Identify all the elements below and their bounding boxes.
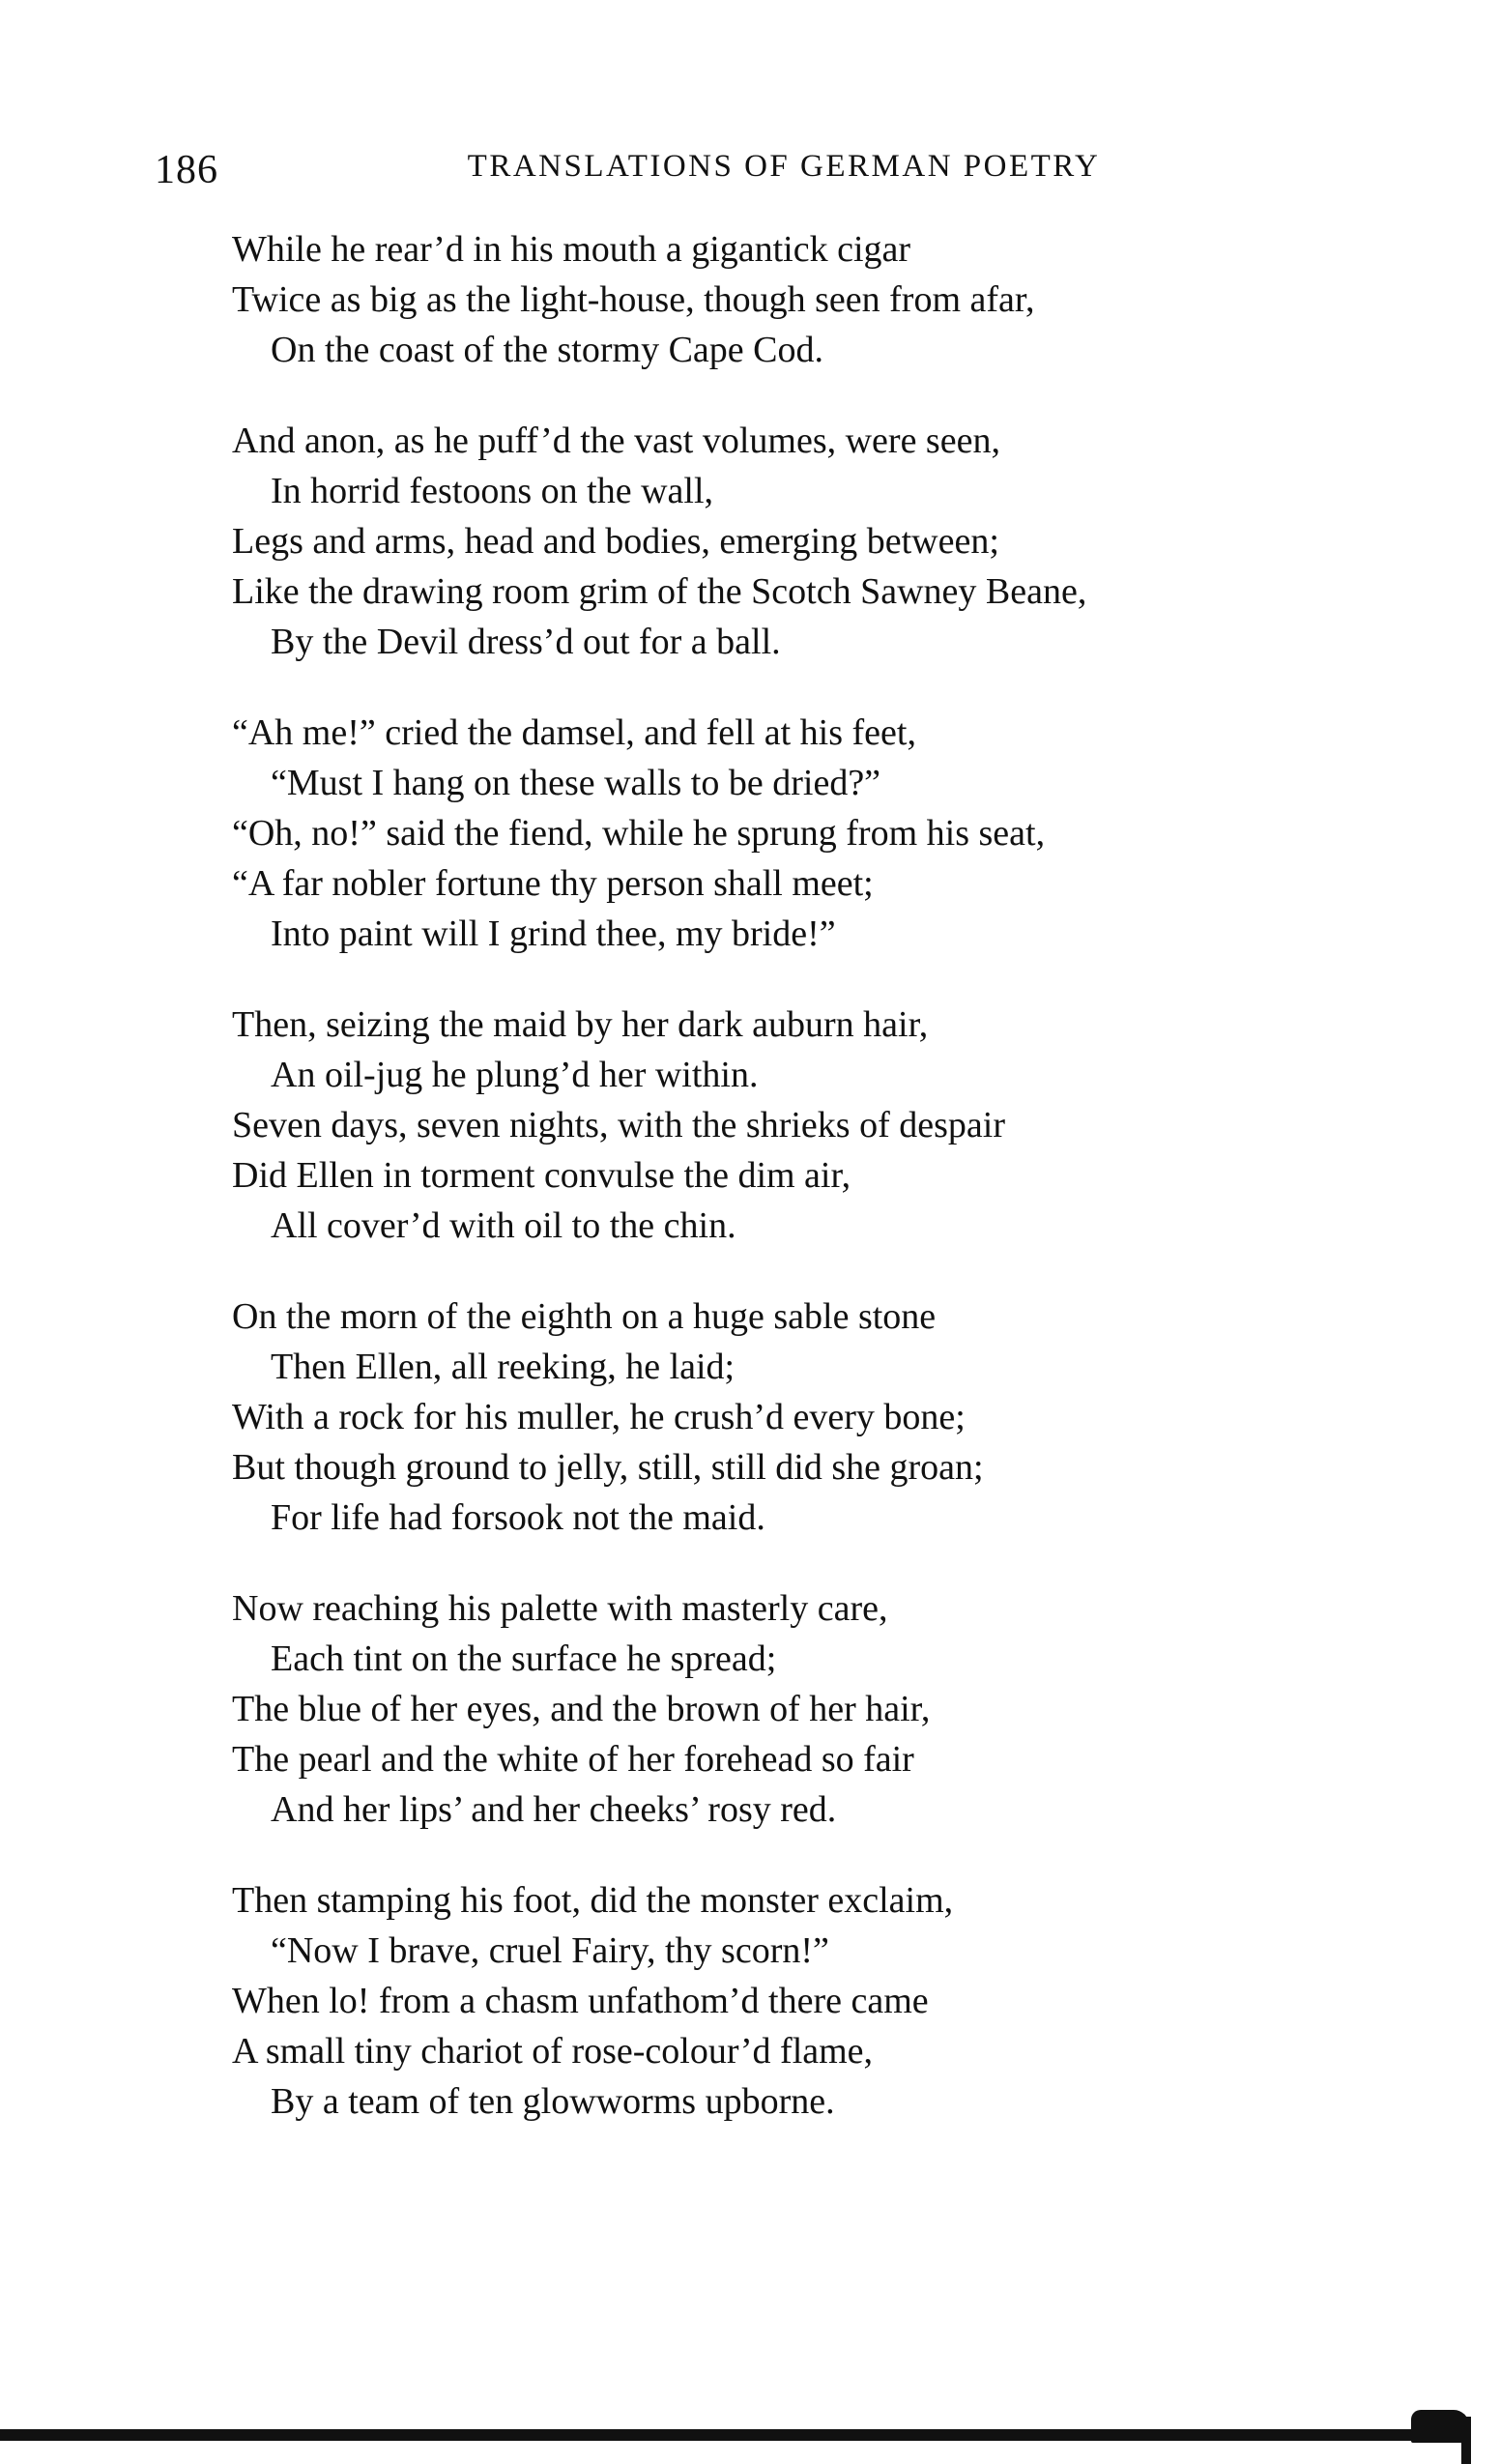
bottom-rule-edge bbox=[1461, 2417, 1471, 2464]
poem-line: “Ah me!” cried the damsel, and fell at his feet, bbox=[232, 712, 916, 754]
poem-line: While he rear’d in his mouth a gigantick cigar bbox=[232, 229, 911, 270]
poem-line: “A far nobler fortune thy person shall meet; bbox=[232, 862, 874, 904]
stanza bbox=[232, 1292, 1343, 1543]
stanza bbox=[232, 1876, 1343, 2127]
stanza bbox=[232, 225, 1343, 375]
poem-line: Now reaching his palette with masterly care, bbox=[232, 1588, 888, 1630]
poem-line: And her lips’ and her cheeks’ rosy red. bbox=[271, 1788, 837, 1830]
poem-line: Into paint will I grind thee, my bride!” bbox=[271, 913, 836, 954]
poem-line: By the Devil dress’d out for a ball. bbox=[271, 621, 781, 662]
poem-line: Did Ellen in torment convulse the dim air, bbox=[232, 1154, 851, 1196]
stanza bbox=[232, 1584, 1343, 1835]
poem-line: “Now I brave, cruel Fairy, thy scorn!” bbox=[271, 1930, 829, 1972]
stanza bbox=[232, 1000, 1343, 1251]
poem-line: Each tint on the surface he spread; bbox=[271, 1638, 777, 1680]
poem-line: Then, seizing the maid by her dark auburn hair, bbox=[232, 1004, 929, 1046]
poem-line: Seven days, seven nights, with the shrieks of despair bbox=[232, 1104, 1005, 1145]
poem-line: On the morn of the eighth on a huge sable stone bbox=[232, 1296, 937, 1338]
poem-line: With a rock for his muller, he crush’d every bone; bbox=[232, 1396, 966, 1437]
poem-line: Like the drawing room grim of the Scotch Sawney Beane, bbox=[232, 570, 1087, 612]
poem-line: The blue of her eyes, and the brown of her hair, bbox=[232, 1688, 931, 1729]
poem-line: By a team of ten glowworms upborne. bbox=[271, 2080, 835, 2122]
page-number: 186 bbox=[155, 148, 218, 192]
stanza bbox=[232, 417, 1343, 667]
poem-line: Legs and arms, head and bodies, emerging between; bbox=[232, 520, 999, 562]
poem-line: On the coast of the stormy Cape Cod. bbox=[271, 329, 824, 370]
bottom-rule-ornament bbox=[1411, 2410, 1469, 2443]
poem-line: A small tiny chariot of rose-colour’d flame, bbox=[232, 2030, 874, 2072]
poem-line: Twice as big as the light-house, though seen from afar, bbox=[232, 278, 1035, 320]
poem-line: All cover’d with oil to the chin. bbox=[271, 1204, 736, 1246]
poem-line: “Must I hang on these walls to be dried?” bbox=[271, 763, 881, 804]
poem-line: In horrid festoons on the wall, bbox=[271, 471, 714, 512]
poem-line: The pearl and the white of her forehead so fair bbox=[232, 1738, 914, 1780]
running-title: TRANSLATIONS OF GERMAN POETRY bbox=[467, 149, 1101, 184]
poem-body bbox=[232, 225, 1343, 2168]
poem-line: And anon, as he puff’d the vast volumes, were seen, bbox=[232, 420, 1000, 462]
running-head bbox=[0, 149, 1500, 185]
poem-line: “Oh, no!” said the fiend, while he sprung from his seat, bbox=[232, 812, 1046, 854]
stanza bbox=[232, 709, 1343, 959]
poem-line: But though ground to jelly, still, still did she groan; bbox=[232, 1446, 984, 1488]
poem-line: An oil-jug he plung’d her within. bbox=[271, 1055, 759, 1096]
bottom-rule bbox=[0, 2429, 1445, 2441]
poem-line: Then Ellen, all reeking, he laid; bbox=[271, 1347, 736, 1388]
poem-line: When lo! from a chasm unfathom’d there came bbox=[232, 1980, 929, 2021]
poem-line: For life had forsook not the maid. bbox=[271, 1496, 765, 1538]
poem-line: Then stamping his foot, did the monster exclaim, bbox=[232, 1880, 954, 1922]
